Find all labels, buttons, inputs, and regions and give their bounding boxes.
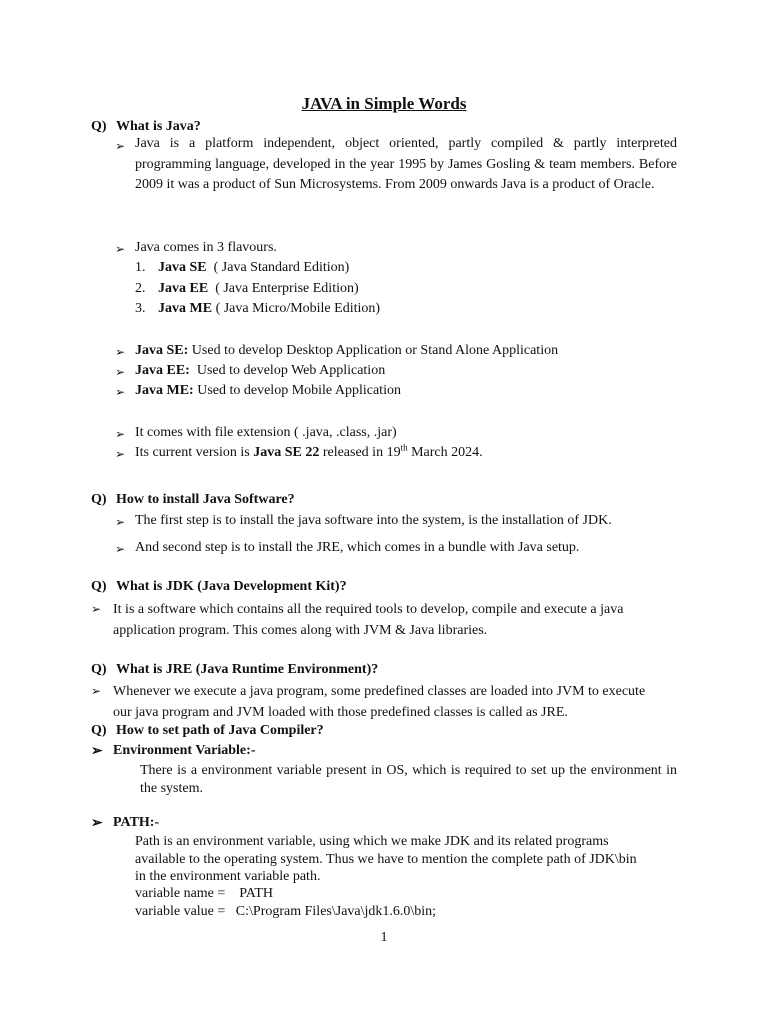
- current-version-text: Its current version is Java SE 22 released in 19th March 2024.: [135, 442, 483, 460]
- bullet-arrow-icon: ➢: [91, 744, 103, 759]
- document-title: JAVA in Simple Words: [301, 94, 467, 113]
- bullet-arrow-icon: ➢: [115, 139, 126, 153]
- use-item: Java EE: Used to develop Web Application: [135, 363, 386, 378]
- use-item: Java SE: Used to develop Desktop Application or Stand Alone Application: [135, 343, 559, 358]
- path-paragraph: Path is an environment variable, using which we make JDK and its related programs available to the operating system. Thus we have to mention the complete path of JDK\bin in the environment variable path.: [135, 834, 637, 884]
- bullet-arrow-icon: ➢: [115, 385, 126, 399]
- question-jre: Q) What is JRE (Java Runtime Environment)?: [91, 662, 379, 677]
- install-step: The first step is to install the java software into the system, is the installation of JDK.: [135, 513, 612, 528]
- bullet-arrow-icon: ➢: [115, 542, 126, 556]
- jdk-paragraph: It is a software which contains all the required tools to develop, compile and execute a java application program. This comes along with JVM & Java libraries.: [113, 602, 624, 638]
- bullet-arrow-icon: ➢: [115, 427, 126, 441]
- jre-paragraph: Whenever we execute a java program, some predefined classes are loaded into JVM to execute our java program and JVM loaded with those predefined classes is called as JRE.: [113, 684, 646, 720]
- question-set-path: Q) How to set path of Java Compiler?: [91, 723, 324, 738]
- variable-value-line: variable value = C:\Program Files\Java\jdk1.6.0\bin;: [135, 904, 437, 919]
- question-text: What is Java?: [116, 119, 201, 134]
- bullet-arrow-icon: ➢: [91, 684, 102, 698]
- question-install-java: Q) How to install Java Software?: [91, 492, 295, 507]
- install-step: And second step is to install the JRE, which comes in a bundle with Java setup.: [135, 540, 580, 555]
- path-heading: PATH:-: [113, 815, 160, 830]
- use-item: Java ME: Used to develop Mobile Application: [135, 383, 401, 398]
- question-what-is-java: [91, 119, 201, 135]
- env-variable-paragraph: There is a environment variable present in OS, which is required to set up the environment in the system.: [140, 763, 677, 796]
- bullet-arrow-icon: ➢: [91, 602, 102, 616]
- bullet-arrow-icon: ➢: [115, 345, 126, 359]
- flavour-item: 3. Java ME ( Java Micro/Mobile Edition): [135, 301, 381, 316]
- question-prefix: Q): [91, 119, 107, 134]
- bullet-arrow-icon: ➢: [115, 365, 126, 379]
- flavour-item: 1. Java SE ( Java Standard Edition): [135, 260, 350, 275]
- question-jdk: Q) What is JDK (Java Development Kit)?: [91, 579, 347, 594]
- java-definition-paragraph: Java is a platform independent, object oriented, partly compiled & partly interpreted programming language, developed in the year 1995 by James Gosling & team members. Before 2009 it was a product of Sun Microsystems. From 2009 onwards Java is a product of Oracle.: [135, 136, 677, 192]
- env-variable-heading: Environment Variable:-: [113, 743, 256, 758]
- bullet-arrow-icon: ➢: [115, 447, 126, 461]
- flavours-intro: Java comes in 3 flavours.: [135, 240, 277, 255]
- bullet-arrow-icon: ➢: [115, 515, 126, 529]
- bullet-arrow-icon: ➢: [115, 242, 126, 256]
- variable-name-line: variable name = PATH: [135, 886, 274, 901]
- page-number: 1: [380, 930, 388, 945]
- bullet-arrow-icon: ➢: [91, 816, 103, 831]
- file-extension-text: It comes with file extension ( .java, .class, .jar): [135, 425, 397, 440]
- flavour-item: 2. Java EE ( Java Enterprise Edition): [135, 281, 359, 296]
